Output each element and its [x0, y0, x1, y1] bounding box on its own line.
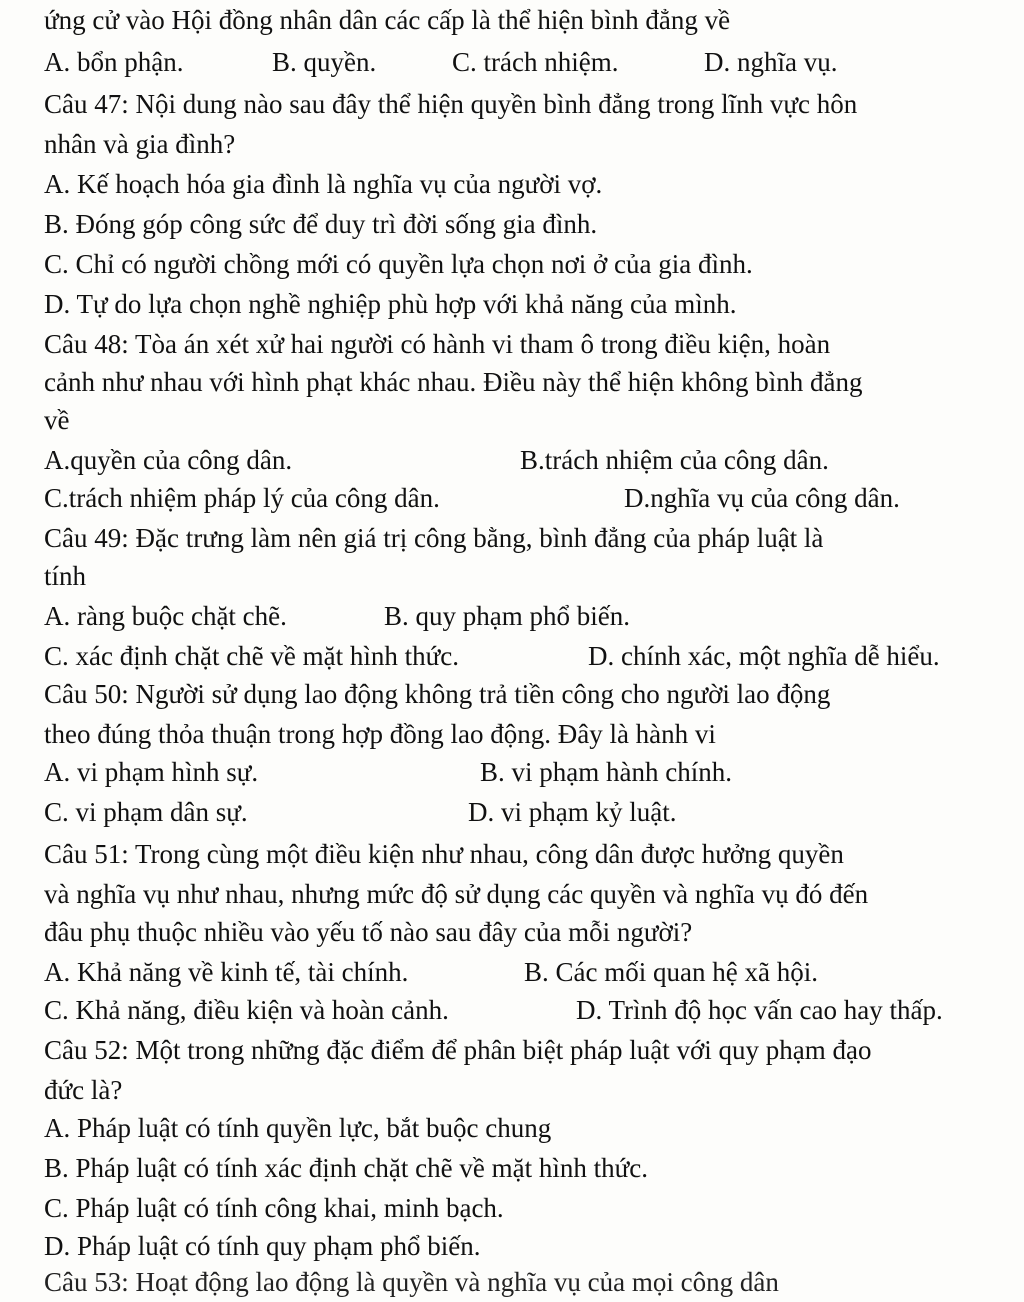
q48-option-b: B.trách nhiệm của công dân.: [520, 445, 829, 475]
top-option-b: B. quyền.: [272, 47, 377, 77]
top-option-a: A. bổn phận.: [44, 47, 184, 77]
q49-option-c: C. xác định chặt chẽ về mặt hình thức.: [44, 641, 460, 671]
q47-line2: nhân và gia đình?: [44, 129, 236, 159]
q51-line3: đâu phụ thuộc nhiều vào yếu tố nào sau đây của mỗi người?: [44, 917, 693, 947]
cutoff-next-question: Câu 53: Hoạt động lao động là quyền và nghĩa vụ của mọi công dân: [44, 1267, 779, 1297]
q51-line1: Câu 51: Trong cùng một điều kiện như nhau, công dân được hưởng quyền: [44, 839, 844, 869]
q52-option-d: D. Pháp luật có tính quy phạm phổ biến.: [44, 1231, 481, 1261]
q48-option-c: C.trách nhiệm pháp lý của công dân.: [44, 483, 440, 513]
q52-option-b: B. Pháp luật có tính xác định chặt chẽ về mặt hình thức.: [44, 1153, 648, 1183]
q47-option-c: C. Chỉ có người chồng mới có quyền lựa chọn nơi ở của gia đình.: [44, 249, 753, 279]
q52-line2: đức là?: [44, 1075, 123, 1105]
q47-option-a: A. Kế hoạch hóa gia đình là nghĩa vụ của người vợ.: [44, 169, 603, 199]
q49-option-a: A. ràng buộc chặt chẽ.: [44, 601, 287, 631]
q50-option-b: B. vi phạm hành chính.: [480, 757, 732, 787]
q50-line2: theo đúng thỏa thuận trong hợp đồng lao động. Đây là hành vi: [44, 719, 716, 749]
q52-option-a: A. Pháp luật có tính quyền lực, bắt buộc chung: [44, 1113, 552, 1143]
q48-line1: Câu 48: Tòa án xét xử hai người có hành vi tham ô trong điều kiện, hoàn: [44, 329, 831, 359]
q47-line1: Câu 47: Nội dung nào sau đây thể hiện quyền bình đẳng trong lĩnh vực hôn: [44, 89, 858, 119]
q48-line2: cảnh như nhau với hình phạt khác nhau. Điều này thể hiện không bình đẳng: [44, 367, 863, 397]
q49-option-b: B. quy phạm phổ biến.: [384, 601, 630, 631]
q50-option-c: C. vi phạm dân sự.: [44, 797, 248, 827]
q48-option-d: D.nghĩa vụ của công dân.: [624, 483, 900, 513]
top-option-c: C. trách nhiệm.: [452, 47, 619, 77]
q49-line2: tính: [44, 561, 87, 591]
q52-option-c: C. Pháp luật có tính công khai, minh bạch.: [44, 1193, 504, 1223]
top-option-d: D. nghĩa vụ.: [704, 47, 838, 77]
intro-line: ứng cử vào Hội đồng nhân dân các cấp là thể hiện bình đẳng về: [44, 5, 731, 35]
q51-line2: và nghĩa vụ như nhau, nhưng mức độ sử dụng các quyền và nghĩa vụ đó đến: [44, 879, 869, 909]
q47-option-b: B. Đóng góp công sức để duy trì đời sống gia đình.: [44, 209, 598, 239]
q51-option-b: B. Các mối quan hệ xã hội.: [524, 957, 818, 987]
q48-option-a: A.quyền của công dân.: [44, 445, 293, 475]
q50-option-d: D. vi phạm kỷ luật.: [468, 797, 677, 827]
q52-line1: Câu 52: Một trong những đặc điểm để phân biệt pháp luật với quy phạm đạo: [44, 1035, 872, 1065]
q50-line1: Câu 50: Người sử dụng lao động không trả tiền công cho người lao động: [44, 679, 831, 709]
q48-line3: về: [44, 405, 70, 435]
q51-option-a: A. Khả năng về kinh tế, tài chính.: [44, 957, 409, 987]
q50-option-a: A. vi phạm hình sự.: [44, 757, 259, 787]
q51-option-c: C. Khả năng, điều kiện và hoàn cảnh.: [44, 995, 449, 1025]
q47-option-d: D. Tự do lựa chọn nghề nghiệp phù hợp với khả năng của mình.: [44, 289, 737, 319]
q51-option-d: D. Trình độ học vấn cao hay thấp.: [576, 995, 943, 1025]
q49-option-d: D. chính xác, một nghĩa dễ hiểu.: [588, 641, 940, 671]
q49-line1: Câu 49: Đặc trưng làm nên giá trị công bằng, bình đẳng của pháp luật là: [44, 523, 824, 553]
